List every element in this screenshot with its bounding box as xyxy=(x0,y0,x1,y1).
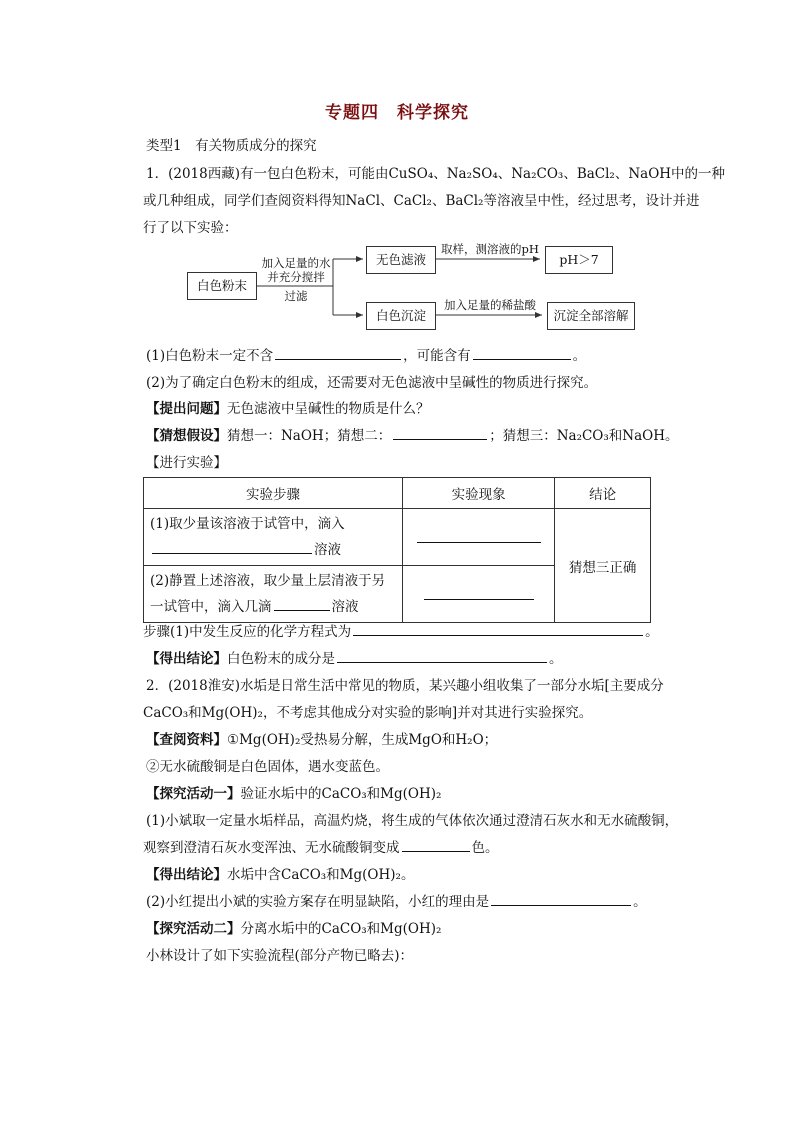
blank-row2-phenomenon[interactable] xyxy=(424,585,534,600)
q1-intro-line3: 行了以下实验： xyxy=(143,220,238,236)
q1-intro-line2: 或几种组成，同学们查阅资料得知NaCl、CaCl₂、BaCl₂等溶液呈中性，经过思考，设计并进 xyxy=(143,193,700,209)
q1-part2: (2)为了确定白色粉末的组成，还需要对无色滤液中呈碱性的物质进行探究。 xyxy=(146,375,598,391)
row2-step: (2)静置上述溶液，取少量上层清液于另 一试管中，滴入几滴 溶液 xyxy=(144,566,403,623)
q1-question: 【提出问题】无色滤液中呈碱性的物质是什么？ xyxy=(146,401,430,417)
conclusion-cell: 猜想三正确 xyxy=(555,509,651,623)
blank-powder-composition[interactable] xyxy=(337,648,547,663)
q2-part1-line2: 观察到澄清石灰水变浑浊、无水硫酸铜变成 色。 xyxy=(143,836,499,856)
q1-result: 【得出结论】白色粉末的成分是 。 xyxy=(146,647,563,667)
flow-box-start: 白色粉末 xyxy=(187,272,257,300)
flow-box-dissolve: 沉淀全部溶解 xyxy=(547,302,635,330)
page-title: 专题四 科学探究 xyxy=(325,103,469,123)
flow-label-3: 过滤 xyxy=(284,289,308,303)
q2-activity1: 【探究活动一】验证水垢中的CaCO₃和Mg(OH)₂ xyxy=(146,786,442,802)
q1-hypothesis: 【猜想假设】猜想一：NaOH；猜想二： ；猜想三：Na₂CO₃和NaOH。 xyxy=(146,424,679,444)
q1-part1: (1)白色粉末一定不含 ，可能含有 。 xyxy=(146,344,586,364)
q2-result: 【得出结论】水垢中含CaCO₃和Mg(OH)₂。 xyxy=(146,867,415,883)
blank-may-contain[interactable] xyxy=(473,345,571,360)
blank-not-contain[interactable] xyxy=(275,345,401,360)
q1-experiment-label: 【进行实验】 xyxy=(146,455,227,471)
q2-activity2: 【探究活动二】分离水垢中的CaCO₃和Mg(OH)₂ xyxy=(146,921,442,937)
header-steps: 实验步骤 xyxy=(144,478,403,509)
row1-step: (1)取少量该溶液于试管中，滴入 溶液 xyxy=(144,509,403,566)
flow-label-2: 并充分搅拌 xyxy=(267,270,325,284)
row2-phenomenon xyxy=(403,566,555,623)
blank-color[interactable] xyxy=(402,837,470,852)
q2-info-2: ②无水硫酸铜是白色固体，遇水变蓝色。 xyxy=(146,759,389,775)
q2-intro-line1: 2．(2018淮安)水垢是日常生活中常见的物质，某兴趣小组收集了一部分水垢[主要成分 xyxy=(146,678,664,694)
blank-row2-reagent[interactable] xyxy=(274,596,330,611)
blank-equation[interactable] xyxy=(353,621,643,636)
flow-box-ph: pH＞7 xyxy=(545,246,613,274)
q2-part1-line1: (1)小斌取一定量水垢样品，高温灼烧，将生成的气体依次通过澄清石灰水和无水硫酸铜， xyxy=(146,813,679,829)
blank-row1-reagent[interactable] xyxy=(152,539,312,554)
q2-info: 【查阅资料】①Mg(OH)₂受热易分解，生成MgO和H₂O； xyxy=(146,732,498,748)
row1-phenomenon xyxy=(403,509,555,566)
flow-label-1: 加入足量的水 xyxy=(261,256,331,270)
header-phenomena: 实验现象 xyxy=(403,478,555,509)
q1-equation: 步骤(1)中发生反应的化学方程式为 。 xyxy=(143,620,659,640)
q2-part2: (2)小红提出小斌的实验方案存在明显缺陷，小红的理由是 。 xyxy=(146,890,647,910)
header-conclusion: 结论 xyxy=(555,478,651,509)
q1-intro-line1: 1．(2018西藏)有一包白色粉末，可能由CuSO₄、Na₂SO₄、Na₂CO₃、BaCl₂、NaOH中的一种 xyxy=(146,166,726,182)
flow-label-filtrate-action: 取样，测溶液的pH xyxy=(441,242,539,256)
blank-reason[interactable] xyxy=(491,891,631,906)
table-header-row xyxy=(144,478,651,509)
q2-intro-line2: CaCO₃和Mg(OH)₂，不考虑其他成分对实验的影响]并对其进行实验探究。 xyxy=(143,705,593,721)
section-heading: 类型1 有关物质成分的探究 xyxy=(146,138,317,154)
flow-box-filtrate: 无色滤液 xyxy=(366,246,436,274)
flow-box-precipitate: 白色沉淀 xyxy=(366,302,436,330)
blank-hypothesis-two[interactable] xyxy=(393,425,487,440)
flow-label-precipitate-action: 加入足量的稀盐酸 xyxy=(444,298,536,312)
table-row xyxy=(144,509,651,566)
blank-row1-phenomenon[interactable] xyxy=(417,528,541,543)
q2-design: 小林设计了如下实验流程(部分产物已略去)： xyxy=(146,948,414,964)
flow-arrows xyxy=(0,0,794,340)
experiment-table xyxy=(143,477,651,623)
